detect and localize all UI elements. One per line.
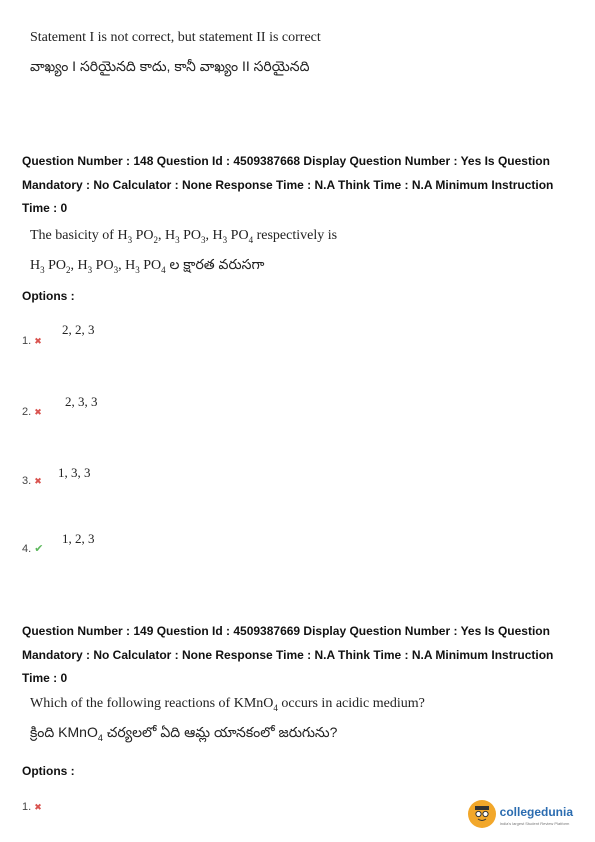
question-149-text-te: క్రింది KMnO$_4$ చర్యలలో ఏది ఆమ్ల యానకంలో జరుగును? [30, 724, 338, 743]
question-149-text-en: Which of the following reactions of KMnO$_4$ occurs in acidic medium? [30, 696, 425, 713]
collegedunia-logo [468, 800, 573, 828]
wrong-icon: ✖ [34, 802, 42, 812]
question-148-text-te: $H_3$ $PO_2$, $H_3$ $PO_3$, $H_3$ $PO_4$ ల క్షారత వరుసగా [30, 256, 265, 275]
question-148-meta: Question Number : 148 Question Id : 4509387668 Display Question Number : Yes Is Question Mandatory : No Calculator : None Response Time : N.A Think Time : N.A Minimum Instruction Time : 0 [22, 154, 554, 215]
logo-mascot-icon [468, 800, 496, 828]
option-1-value: 2, 2, 3 [62, 322, 95, 337]
option-4-number: 4. ✔ [22, 543, 44, 555]
question-149-meta: Question Number : 149 Question Id : 4509387669 Display Question Number : Yes Is Question Mandatory : No Calculator : None Response Time : N.A Think Time : N.A Minimum Instruction Time : 0 [22, 624, 554, 685]
question-148-text-en: The basicity of $H_3$ $PO_2$, $H_3$ $PO_3$, $H_3$ $PO_4$ respectively is [30, 228, 338, 245]
statement-en: Statement I is not correct, but statement II is correct [30, 30, 321, 45]
wrong-icon: ✖ [34, 476, 42, 486]
options-label-148: Options : [22, 289, 75, 303]
option-2-number: 2. ✖ [22, 406, 42, 418]
logo-tagline: India's largest Student Review Platform [499, 820, 570, 826]
logo-name: collegedunia [499, 804, 573, 819]
option-3-value: 1, 3, 3 [58, 465, 91, 480]
wrong-icon: ✖ [34, 407, 42, 417]
option-1-number-149: 1. ✖ [22, 801, 42, 813]
option-1-number: 1. ✖ [22, 335, 42, 347]
options-label-149: Options : [22, 764, 75, 778]
statement-te: వాఖ్యం I సరియైనది కాదు, కానీ వాఖ్యం II సరియైనది [30, 58, 310, 74]
option-2-value: 2, 3, 3 [65, 394, 98, 409]
option-4-value: 1, 2, 3 [62, 531, 95, 546]
wrong-icon: ✖ [34, 336, 42, 346]
option-3-number: 3. ✖ [22, 475, 42, 487]
correct-check-icon: ✔ [34, 543, 44, 555]
